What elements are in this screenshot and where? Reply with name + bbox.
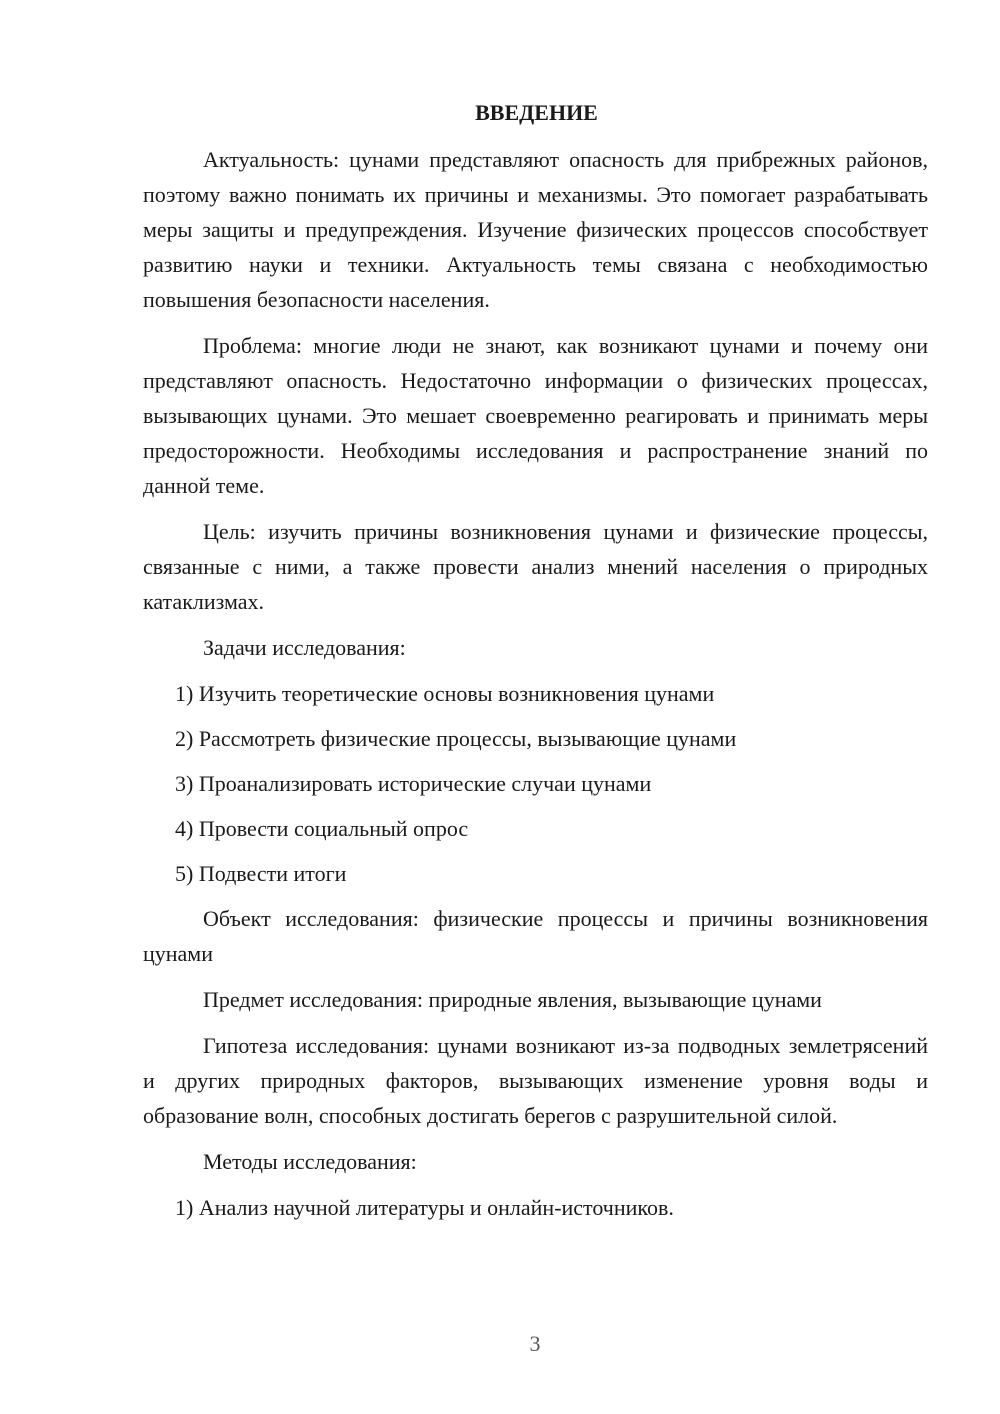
hypothesis-paragraph: Гипотеза исследования: цунами возникают из-за подводных землетрясений и других природных факторов, вызывающих изменение уровня воды и образование волн, способных достигать берегов с разрушительной силой. bbox=[143, 1033, 928, 1128]
tasks-heading: Задачи исследования: bbox=[203, 635, 406, 660]
page-title: ВВЕДЕНИЕ bbox=[475, 100, 598, 125]
page-number: 3 bbox=[529, 1331, 541, 1356]
page-content bbox=[143, 95, 928, 1235]
task-item: 1) Изучить теоретические основы возникновения цунами bbox=[175, 681, 715, 706]
relevance-paragraph: Актуальность: цунами представляют опасность для прибрежных районов, поэтому важно понимать их причины и механизмы. Это помогает разрабатывать меры защиты и предупреждения. Изучение физических процессов способствует развитию науки и техники. Актуальность темы связана с необходимостью повышения безопасности населения. bbox=[143, 147, 928, 312]
task-item: 2) Рассмотреть физические процессы, вызывающие цунами bbox=[175, 726, 737, 751]
problem-paragraph: Проблема: многие люди не знают, как возникают цунами и почему они представляют опасность. Недостаточно информации о физических процессах, вызывающих цунами. Это мешает своевременно реагировать и принимать меры предосторожности. Необходимы исследования и распространение знаний по данной теме. bbox=[143, 333, 928, 498]
task-item: 3) Проанализировать исторические случаи цунами bbox=[175, 771, 652, 796]
method-item: 1) Анализ научной литературы и онлайн-источников. bbox=[175, 1195, 674, 1220]
task-item: 5) Подвести итоги bbox=[175, 861, 347, 886]
task-item: 4) Провести социальный опрос bbox=[175, 816, 469, 841]
object-paragraph: Объект исследования: физические процессы и причины возникновения цунами bbox=[143, 906, 928, 966]
methods-heading: Методы исследования: bbox=[203, 1149, 417, 1174]
subject-paragraph: Предмет исследования: природные явления, вызывающие цунами bbox=[203, 987, 822, 1012]
goal-paragraph: Цель: изучить причины возникновения цунами и физические процессы, связанные с ними, а также провести анализ мнений населения о природных катаклизмах. bbox=[143, 519, 928, 614]
